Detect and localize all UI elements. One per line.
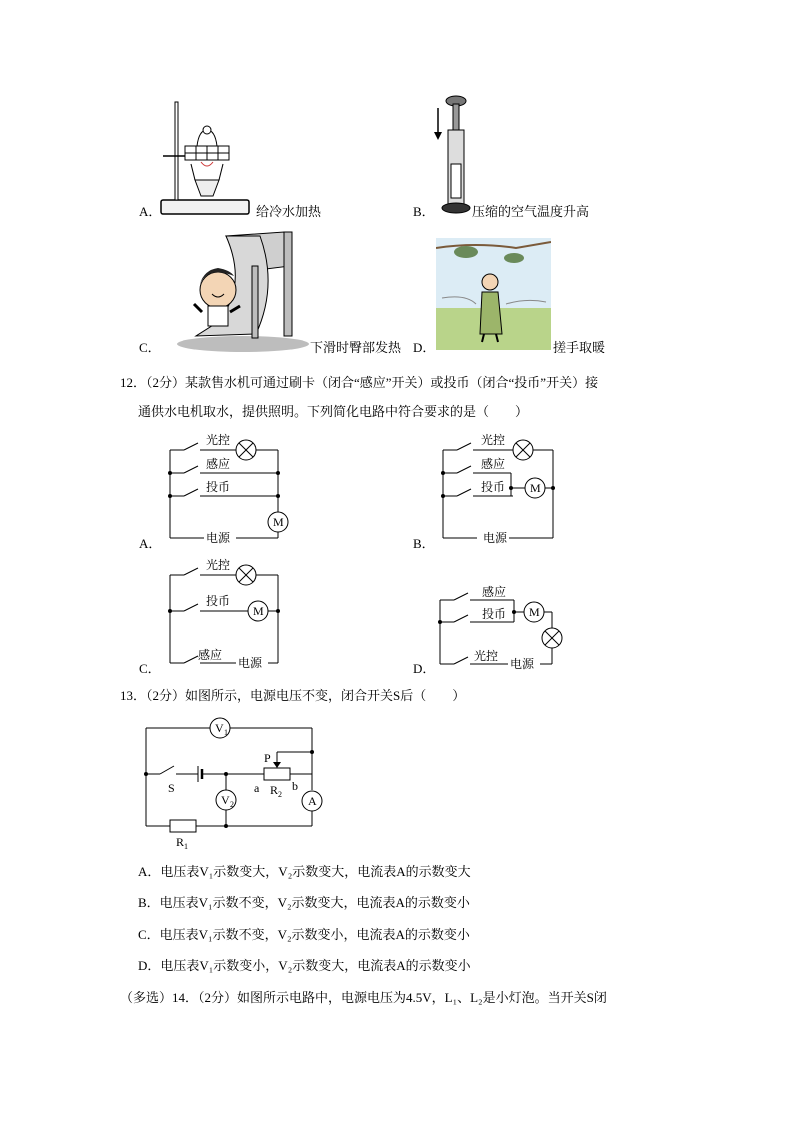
circuit-a-sensor-label: 感应 [206,457,231,471]
q11-option-b-letter[interactable]: B． [413,204,435,219]
circuit-a-power-label: 电源 [206,531,231,545]
q13-v2-label: V [221,793,230,807]
circuit-d-power-label: 电源 [510,657,535,671]
circuit-c-coin-label: 投币 [206,594,231,608]
circuit-d-diagram[interactable] [428,580,578,678]
q12-option-c-letter[interactable]: C． [139,661,161,676]
q12-option-b-letter[interactable]: B． [413,536,435,551]
circuit-a-diagram[interactable] [160,428,300,550]
circuit-c-sensor-label: 感应 [198,648,223,662]
circuit-b-power-label: 电源 [483,531,508,545]
q13-end-a-label: a [254,781,260,795]
q11-option-a-caption: 给冷水加热 [256,204,322,219]
circuit-b-sensor-label: 感应 [481,457,506,471]
q13-switch-label: S [168,781,175,795]
q13-r1-label: R [176,835,185,849]
circuit-b-motor-label: M [530,481,541,495]
q11-option-b-caption: 压缩的空气温度升高 [472,204,590,219]
q13-ammeter-label: A [308,794,317,808]
rubbing-hands-illustration [436,238,551,350]
q13-r2-subscript: 2 [278,790,282,799]
circuit-d-light-control-label: 光控 [474,649,499,663]
air-compression-illustration [428,92,476,220]
q13-v2-subscript: 2 [230,800,234,809]
q11-option-c-caption: 下滑时臀部发热 [310,340,402,355]
q13-option-a[interactable]: A．电压表V₁示数变大，V₂示数变大，电流表A的示数变大 [138,864,471,879]
q13-stem: 13．（2分）如图所示，电源电压不变，闭合开关S后（ ） [120,688,466,703]
q13-option-d[interactable]: D．电压表V₁示数变小，V₂示数变大，电流表A的示数变小 [138,958,471,973]
child-on-slide-illustration [168,226,310,354]
q13-slider-p-label: P [264,751,271,765]
q13-option-b[interactable]: B．电压表V₁示数不变，V₂示数变大，电流表A的示数变小 [138,895,470,910]
circuit-c-power-label: 电源 [238,656,263,670]
circuit-d-motor-label: M [529,605,540,619]
circuit-b-coin-label: 投币 [481,480,506,494]
q12-stem-line1: 12．（2分）某款售水机可通过刷卡（闭合“感应”开关）或投币（闭合“投币”开关）接 [120,375,599,390]
heating-apparatus-illustration [155,100,255,220]
q13-v1-subscript: 1 [224,728,228,737]
q11-option-d-letter[interactable]: D． [413,340,436,355]
circuit-d-coin-label: 投币 [482,607,507,621]
q11-option-a-letter[interactable]: A． [139,204,162,219]
q11-option-d-caption: 搓手取暖 [553,340,606,355]
q14-stem: （多选）14．（2分）如图所示电路中，电源电压为4.5V，L₁、L₂是小灯泡。当开关S闭 [120,990,607,1005]
q13-v1-label: V [215,721,224,735]
circuit-d-sensor-label: 感应 [482,585,507,599]
q13-end-b-label: b [292,779,298,793]
circuit-c-diagram[interactable] [160,555,300,677]
q12-stem-line2: 通供水电机取水，提供照明。下列简化电路中符合要求的是（ ） [138,404,529,419]
q13-circuit-diagram [140,712,330,852]
q12-option-d-letter[interactable]: D． [413,661,436,676]
circuit-b-diagram[interactable] [433,428,573,550]
circuit-c-light-control-label: 光控 [206,558,231,572]
q13-r2-label: R [270,783,279,797]
circuit-a-motor-label: M [273,515,284,529]
circuit-a-light-control-label: 光控 [206,433,231,447]
circuit-a-coin-label: 投币 [206,480,231,494]
circuit-b-light-control-label: 光控 [481,433,506,447]
q11-option-c-letter[interactable]: C． [139,340,161,355]
q13-r1-subscript: 1 [184,842,188,851]
q13-option-c[interactable]: C．电压表V₁示数不变，V₂示数变小，电流表A的示数变小 [138,927,470,942]
q12-option-a-letter[interactable]: A． [139,536,162,551]
circuit-c-motor-label: M [253,604,264,618]
